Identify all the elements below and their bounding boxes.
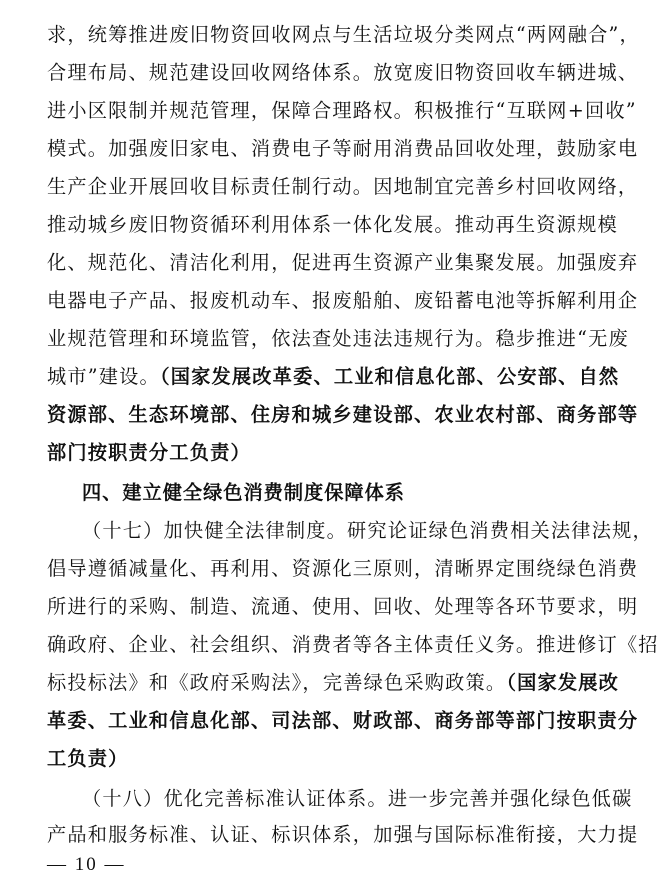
responsible-departments-line: 部门按职责分工负责） — [47, 441, 251, 464]
body-line: 推动城乡废旧物资循环利用体系一体化发展。推动再生资源规模 — [47, 213, 618, 236]
body-line — [47, 668, 620, 698]
section-18-first-line — [82, 784, 633, 814]
section-17-first-line — [82, 516, 653, 546]
page-number: — 10 — — [47, 854, 126, 875]
body-text: 标投标法》和《政府采购法》，完善绿色采购政策。 — [47, 671, 507, 694]
section-heading: 四、建立健全绿色消费制度保障体系 — [82, 481, 405, 504]
body-line — [47, 362, 620, 392]
section-18-title: （十八）优化完善标准认证体系。 — [82, 787, 388, 810]
body-line: 化、规范化、清洁化利用，促进再生资源产业集聚发展。加强废弃 — [47, 251, 639, 274]
responsible-departments-line: 资源部、生态环境部、住房和城乡建设部、农业农村部、商务部等 — [47, 403, 639, 426]
body-line: 业规范管理和环境监管，依法查处违法违规行为。稳步推进“无废 — [47, 327, 629, 350]
responsible-departments: （国家发展改革委、工业和信息化部、公安部、自然 — [159, 365, 620, 388]
body-text: 进一步完善并强化绿色低碳 — [387, 787, 633, 810]
section-17-title: （十七）加快健全法律制度。 — [82, 519, 348, 542]
body-line: 生产企业开展回收目标责任制行动。因地制宜完善乡村回收网络， — [47, 175, 639, 198]
body-line: 求，统筹推进废旧物资回收网点与生活垃圾分类网点“两网融合”， — [47, 23, 640, 46]
body-line: 合理布局、规范建设回收网络体系。放宽废旧物资回收车辆进城、 — [47, 61, 639, 84]
body-line: 倡导遵循减量化、再利用、资源化三原则，清晰界定围绕绿色消费 — [47, 557, 639, 580]
body-line: 确政府、企业、社会组织、消费者等各主体责任义务。推进修订《招 — [47, 633, 659, 656]
body-line: 模式。加强废旧家电、消费电子等耐用消费品回收处理，鼓励家电 — [47, 137, 639, 160]
body-line: 产品和服务标准、认证、标识体系，加强与国际标准衔接，大力提 — [47, 823, 639, 846]
body-line: 电器电子产品、报废机动车、报废船舶、废铅蓄电池等拆解利用企 — [47, 289, 639, 312]
responsible-departments: （国家发展改 — [506, 671, 620, 694]
body-text: 城市”建设。 — [47, 365, 160, 388]
responsible-departments-line: 革委、工业和信息化部、司法部、财政部、商务部等部门按职责分 — [47, 709, 639, 732]
body-text: 研究论证绿色消费相关法律法规， — [347, 519, 653, 542]
responsible-departments-line: 工负责） — [47, 747, 129, 770]
body-line: 进小区限制并规范管理，保障合理路权。积极推行“互联网+回收” — [47, 99, 637, 122]
body-line: 所进行的采购、制造、流通、使用、回收、处理等各环节要求，明 — [47, 595, 639, 618]
